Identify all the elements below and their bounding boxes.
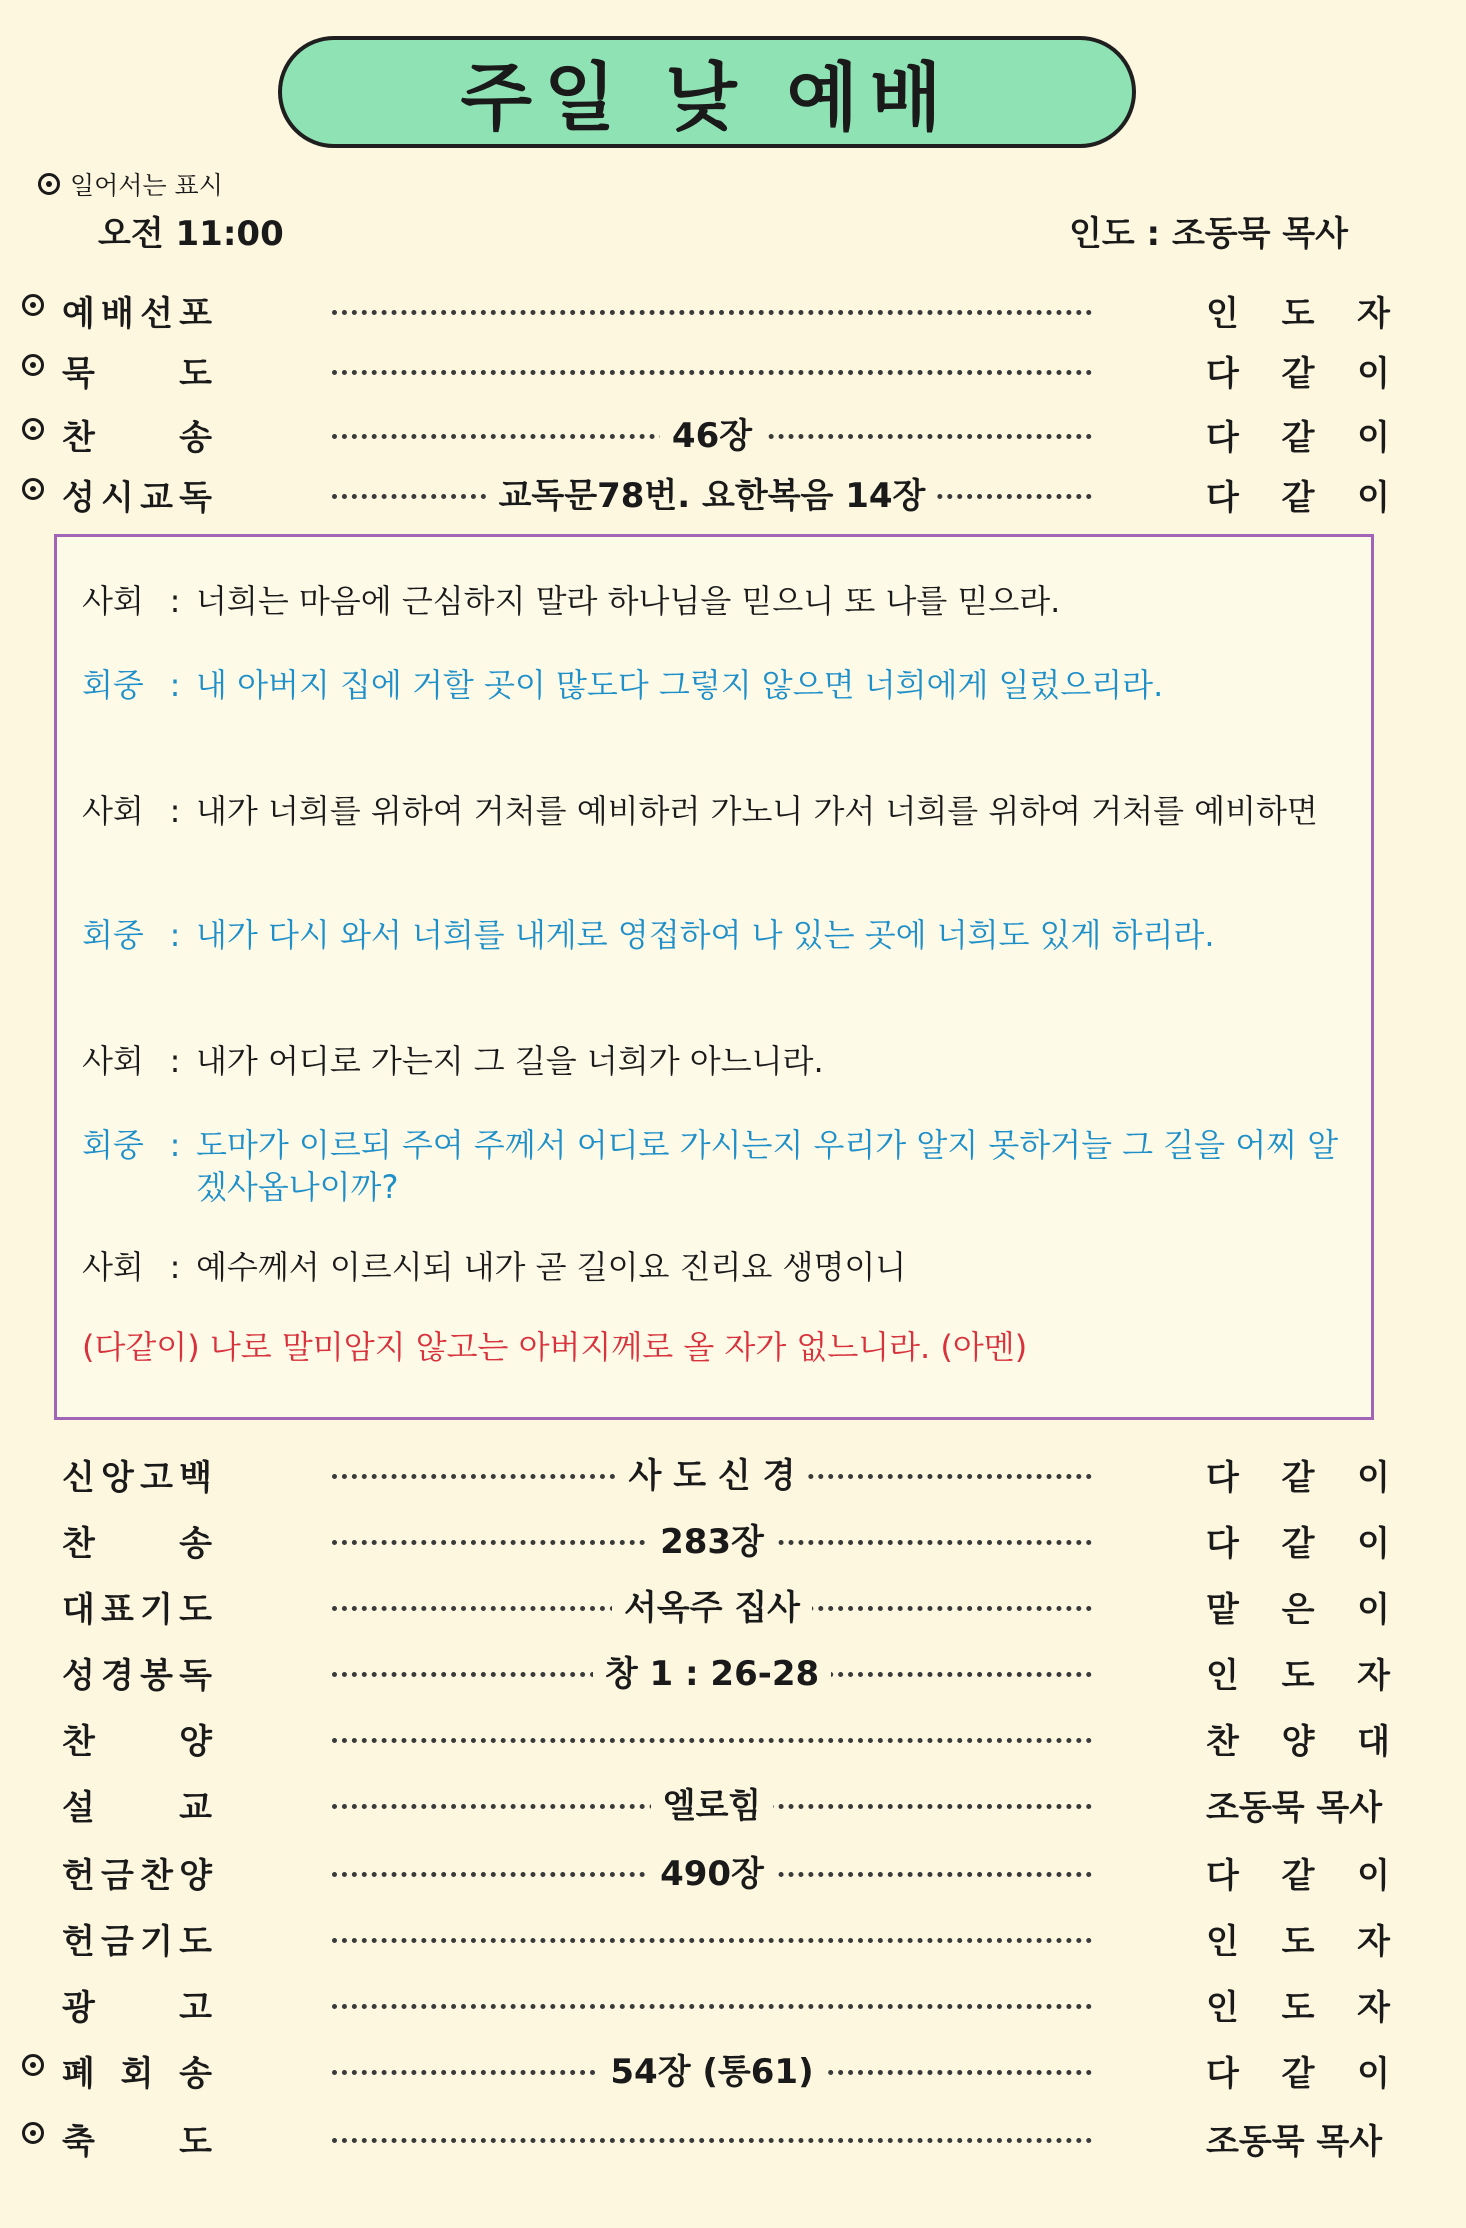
order-item-name-char: 헌 [62,1856,95,1896]
order-item-name-char: 고 [179,1988,212,2028]
order-item-content-text: 교독문78번. 요한복음 14장 [487,468,938,517]
order-item-name-char: 시 [101,478,134,518]
order-item-participant-char: 다 [1206,2054,1239,2094]
order-item-name [62,1780,212,1829]
legend-text: 일어서는 표시 [70,171,223,200]
order-item-participant-char: 이 [1357,2054,1390,2094]
standing-mark-icon [22,294,44,316]
order-item-participant-char: 자 [1357,1922,1390,1962]
reading-colon: : [169,916,181,954]
order-item-name [62,346,212,395]
reading-line [82,914,1362,956]
order-item-name [62,2046,212,2095]
reading-line [82,1246,1362,1288]
reading-text: 내가 어디로 가는지 그 길을 너희가 아느니라. [196,1042,824,1080]
order-item-name [62,286,212,335]
order-item-participant-char: 다 [1206,354,1239,394]
leader-dots [332,310,1092,315]
title-banner [278,36,1136,148]
order-row [0,1908,1466,1964]
order-item-participant-char: 이 [1357,1458,1390,1498]
order-item-participant-char: 이 [1357,1524,1390,1564]
order-item-content [332,404,1092,460]
order-item-name-char: 헌 [62,1922,95,1962]
order-item-participant-char: 이 [1357,1590,1390,1630]
order-item-name-char: 찬 [62,418,95,458]
order-item-name-char: 대 [62,1590,95,1630]
reading-line [82,580,1362,622]
order-item-participant-char: 맡 [1206,1590,1239,1630]
order-item-name-char: 금 [101,1856,134,1896]
order-item-participant [1206,1516,1390,1565]
order-item-name-char: 찬 [62,1524,95,1564]
order-item-content-text: 서옥주 집사 [612,1580,812,1629]
standing-mark-icon [22,354,44,376]
order-item-name [62,1914,212,1963]
order-item-participant [1206,346,1390,395]
order-item-name-char: 축 [62,2122,95,2162]
order-item-participant-char: 같 [1281,418,1315,458]
order-item-participant [1206,1914,1390,1963]
order-item-name-char: 도 [179,354,212,394]
reading-speaker: 사회 [82,792,144,830]
service-time: 오전 11:00 [98,214,284,254]
reading-text: 도마가 이르되 주여 주께서 어디로 가시는지 우리가 알지 못하거늘 그 길을 어찌 알겠사옵나이까? [196,1126,1339,1206]
reading-speaker: 회중 [82,916,144,954]
order-row [0,1774,1466,1830]
order-item-name-char: 설 [62,1788,95,1828]
order-item-name-char: 배 [101,294,134,334]
order-item-participant [1206,410,1390,459]
reading-text: 예수께서 이르시되 내가 곧 길이요 진리요 생명이니 [196,1248,907,1286]
order-item-name [62,410,212,459]
order-row [0,280,1466,336]
order-row [0,1842,1466,1898]
order-item-name-char: 송 [179,418,212,458]
order-item-name-char: 광 [62,1988,95,2028]
order-item-participant [1206,2046,1390,2095]
reading-colon: : [169,1248,181,1286]
order-item-participant-char: 은 [1281,1590,1315,1630]
order-row [0,1708,1466,1764]
order-item-participant-char: 찬 [1206,1722,1239,1762]
order-item-participant-char: 자 [1357,1656,1390,1696]
order-item-name [62,1648,212,1697]
order-item-name-char: 포 [179,294,212,334]
order-item-name [62,470,212,519]
order-item-name-char: 기 [140,1590,173,1630]
order-item-name-char: 도 [179,1922,212,1962]
reading-text: (다같이) 나로 말미암지 않고는 아버지께로 올 자가 없느니라. (아멘) [82,1328,1028,1366]
order-row [0,1642,1466,1698]
order-item-name-char: 금 [101,1922,134,1962]
order-item-name-char: 봉 [140,1656,173,1696]
reading-text: 내 아버지 집에 거할 곳이 많도다 그렇지 않으면 너희에게 일렀으리라. [196,666,1164,704]
order-item-participant-char: 같 [1281,1458,1315,1498]
order-item-name-char: 신 [62,1458,95,1498]
standing-mark-icon [22,2122,44,2144]
order-item-content [332,1576,1092,1632]
order-item-name-char: 묵 [62,354,95,394]
order-item-content-text: 54장 (통61) [598,2044,825,2093]
reading-line [82,1040,1362,1082]
order-item-participant-char: 다 [1206,478,1239,518]
reading-colon: : [169,792,181,830]
order-item-name-char: 성 [62,478,95,518]
order-item-name-char: 예 [62,294,95,334]
reading-line [82,1124,1362,1208]
order-item-participant-char: 같 [1281,1856,1315,1896]
order-item-content-text: 46장 [660,408,764,457]
order-item-content [332,1642,1092,1698]
order-item-participant [1206,1582,1390,1631]
reading-colon: : [169,582,181,620]
reading-speaker: 사회 [82,582,144,620]
order-item-name-char: 기 [140,1922,173,1962]
order-item-name [62,2114,212,2163]
order-item-name-char: 교 [179,1788,212,1828]
order-item-content-text: 사 도 신 경 [617,1448,808,1497]
order-item-name-char: 찬 [140,1856,173,1896]
order-item-participant [1206,1648,1390,1697]
order-item-participant-char: 다 [1206,1856,1239,1896]
reading-text: 내가 너희를 위하여 거처를 예비하러 가노니 가서 너희를 위하여 거처를 예비하면 [196,792,1318,830]
order-item-content [332,1842,1092,1898]
order-item-name-char: 양 [179,1856,212,1896]
order-item-participant-char: 인 [1206,1656,1239,1696]
order-item-participant-char: 인 [1206,1922,1239,1962]
order-item-participant-char: 다 [1206,1458,1239,1498]
order-item-participant-char: 다 [1206,1524,1239,1564]
reading-line [82,790,1362,832]
standing-mark-icon [22,2054,44,2076]
order-item-content [332,2040,1092,2096]
order-item-name-char: 독 [179,1656,212,1696]
order-item-participant-char: 조동묵 목사 [1206,1788,1383,1828]
order-item-content-text: 창 1 : 26-28 [593,1646,831,1695]
order-row [0,1444,1466,1500]
order-item-participant [1206,1980,1390,2029]
standing-legend [38,166,223,202]
order-item-participant-char: 도 [1281,1922,1315,1962]
order-item-participant [1206,470,1390,519]
order-row [0,1974,1466,2030]
order-item-participant-char: 같 [1281,478,1315,518]
order-item-participant-char: 인 [1206,294,1239,334]
order-item-name-char: 양 [179,1722,212,1762]
order-item-name-char: 독 [179,478,212,518]
standing-mark-icon [38,173,60,195]
leader-dots [332,370,1092,375]
reading-speaker: 회중 [82,1126,144,1164]
order-item-participant-char: 도 [1281,1656,1315,1696]
order-item-participant-char: 같 [1281,1524,1315,1564]
order-item-participant [1206,1848,1390,1897]
order-item-name-char: 찬 [62,1722,95,1762]
order-item-participant-char: 다 [1206,418,1239,458]
order-item-name-char: 도 [179,1590,212,1630]
order-item-name-char: 송 [179,2054,212,2094]
order-item-content [332,464,1092,520]
leader-dots [332,1938,1092,1943]
order-item-participant [1206,1780,1390,1829]
reading-colon: : [169,1042,181,1080]
order-item-content [332,1510,1092,1566]
order-row [0,2040,1466,2096]
service-leader: 인도 : 조동묵 목사 [1068,214,1348,254]
order-item-name-char: 선 [140,294,173,334]
order-item-content [332,1444,1092,1500]
order-item-name-char: 폐 [62,2054,95,2094]
order-item-content-text: 490장 [648,1846,776,1895]
order-item-content-text: 283장 [648,1514,776,1563]
order-item-name-char: 성 [62,1656,95,1696]
leader-dots [332,2138,1092,2143]
order-item-participant-char: 이 [1357,1856,1390,1896]
order-item-participant-char: 이 [1357,354,1390,394]
order-item-name-char: 표 [101,1590,134,1630]
reading-line [82,664,1362,706]
order-item-name-char: 도 [179,2122,212,2162]
order-item-participant-char: 인 [1206,1988,1239,2028]
reading-text: 내가 다시 와서 너희를 내게로 영접하여 나 있는 곳에 너희도 있게 하리라. [196,916,1215,954]
order-row [0,1576,1466,1632]
reading-colon: : [169,666,181,704]
order-item-participant-char: 자 [1357,1988,1390,2028]
reading-line [82,1326,1362,1368]
order-item-name [62,1714,212,1763]
reading-colon: : [169,1126,181,1164]
page-title: 주일 낮 예배 [460,55,954,141]
order-item-name [62,1450,212,1499]
order-item-participant-char: 대 [1357,1722,1390,1762]
order-item-participant-char: 자 [1357,294,1390,334]
reading-text: 너희는 마음에 근심하지 말라 하나님을 믿으니 또 나를 믿으라. [196,582,1061,620]
order-row [0,340,1466,396]
order-item-name [62,1848,212,1897]
order-item-name-char: 고 [140,1458,173,1498]
order-item-participant-char: 같 [1281,2054,1315,2094]
standing-mark-icon [22,478,44,500]
order-item-name-char: 송 [179,1524,212,1564]
order-item-participant-char: 조동묵 목사 [1206,2122,1383,2162]
order-item-participant [1206,1450,1390,1499]
order-item-participant-char: 이 [1357,478,1390,518]
order-item-name-char: 교 [140,478,173,518]
order-row [0,2108,1466,2164]
order-item-name-char: 경 [101,1656,134,1696]
order-item-name [62,1516,212,1565]
order-item-content-text: 엘로힘 [651,1778,774,1827]
leader-dots [332,2004,1092,2009]
reading-speaker: 사회 [82,1248,144,1286]
order-item-name [62,1980,212,2029]
order-item-name-char: 회 [120,2054,154,2094]
order-item-name-char: 앙 [101,1458,134,1498]
leader-dots [332,1738,1092,1743]
order-item-participant-char: 도 [1281,294,1315,334]
standing-mark-icon [22,418,44,440]
order-row [0,404,1466,460]
order-item-participant [1206,286,1390,335]
order-row [0,464,1466,520]
order-item-participant [1206,2114,1390,2163]
order-item-participant-char: 도 [1281,1988,1315,2028]
reading-speaker: 회중 [82,666,144,704]
reading-speaker: 사회 [82,1042,144,1080]
order-item-participant-char: 양 [1281,1722,1315,1762]
order-row [0,1510,1466,1566]
order-item-content [332,1774,1092,1830]
order-item-name [62,1582,212,1631]
order-item-participant [1206,1714,1390,1763]
order-item-participant-char: 같 [1281,354,1315,394]
order-item-participant-char: 이 [1357,418,1390,458]
order-item-name-char: 백 [179,1458,212,1498]
